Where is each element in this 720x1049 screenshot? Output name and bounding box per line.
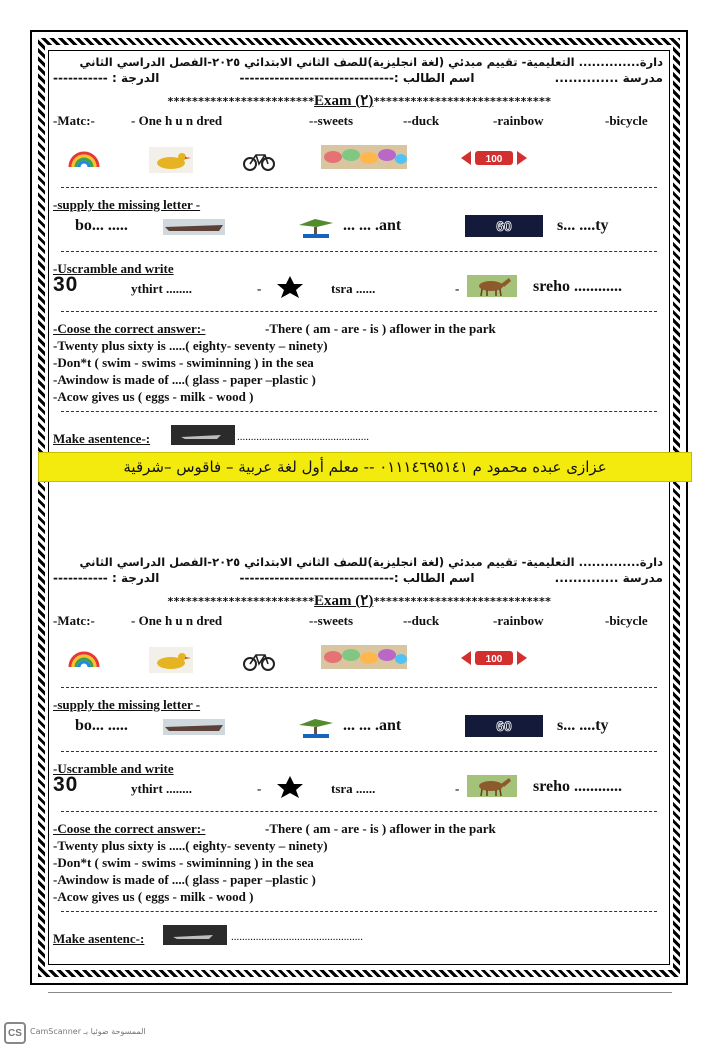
star-icon: [275, 775, 305, 799]
exam-sheet: [30, 30, 688, 985]
exam-title: Exam (٢): [314, 93, 374, 109]
hundred-icon: [461, 649, 527, 667]
student-name-field: اسم الطالب :-------------------------------: [239, 71, 475, 85]
boat-icon: [163, 719, 225, 735]
choose-question: -Don*t ( swim - swims - swiminning ) in the sea: [53, 355, 314, 370]
unscramble-row: [53, 775, 665, 803]
choose-question: -Twenty plus sixty is .....( eighty- seventy – ninety): [53, 338, 328, 353]
match-word: - One h u n dred: [131, 613, 223, 628]
header-line1: دارة.............. التعليمية- تقييم مبدئي (لغة انجليزية)للصف الثاني الابتدائي ٢٠٢٥-الفصل الدراسي الثاني: [79, 555, 663, 569]
student-name-field: اسم الطالب :-------------------------------: [239, 571, 475, 585]
choose-question: -There ( am - are - is ) aflower in the park: [265, 821, 496, 836]
exam-title-row: ************************Exam (٢)*****************************: [167, 93, 551, 109]
unscramble-label: -Uscramble and write: [53, 761, 174, 776]
exam-title: Exam (٢): [314, 593, 374, 609]
choose-question: -There ( am - are - is ) aflower in the park: [265, 321, 496, 336]
unscramble-sep: -: [257, 781, 262, 796]
choose-label: -Coose the correct answer:-: [53, 821, 206, 836]
divider: [61, 751, 657, 752]
match-word: --duck: [403, 613, 440, 628]
supply-row: [53, 215, 665, 245]
match-word: --sweets: [309, 113, 354, 128]
sentence-label: Make asentence-:: [53, 431, 151, 446]
divider: [61, 311, 657, 312]
sheet-inner: [48, 50, 670, 965]
star-icon: [275, 275, 305, 299]
header-line2: [53, 571, 663, 585]
unscramble-item: sreho ............: [533, 278, 623, 295]
camscanner-logo-icon: CS: [4, 1022, 26, 1044]
supply-item: s... ....ty: [557, 217, 609, 234]
unscramble-item: tsra ......: [331, 781, 376, 796]
grade-field: الدرجة : -----------: [53, 571, 160, 585]
boat-photo-icon: [163, 925, 227, 945]
match-word: --duck: [403, 113, 440, 128]
rainbow-icon: [67, 647, 101, 669]
choose-question: -Awindow is made of ....( glass - paper –plastic ): [53, 372, 316, 387]
sweets-icon: [321, 145, 407, 169]
supply-label: -supply the missing letter -: [53, 697, 201, 712]
divider: [61, 811, 657, 812]
unscramble-item: ythirt ........: [131, 781, 193, 796]
choose-question: -Acow gives us ( eggs - milk - wood ): [53, 889, 254, 904]
sentence-row: [53, 925, 665, 949]
supply-item: ... ... .ant: [343, 217, 402, 234]
match-word: -bicycle: [605, 113, 648, 128]
supply-item: bo... .....: [75, 717, 128, 734]
unscramble-item: tsra ......: [331, 281, 376, 296]
supply-item: s... ....ty: [557, 717, 609, 734]
unscramble-item: sreho ............: [533, 778, 623, 795]
school-field: مدرسة ..............: [554, 71, 663, 85]
sentence-dots: ................................................: [231, 931, 363, 943]
exam-copy-top: [53, 55, 665, 497]
duck-icon: [149, 147, 193, 173]
rainbow-icon: [67, 147, 101, 169]
match-word: -bicycle: [605, 613, 648, 628]
match-label: -Matc:-: [53, 113, 95, 128]
bicycle-icon: [243, 149, 275, 171]
sweets-icon: [321, 645, 407, 669]
boat-icon: [163, 219, 225, 235]
unscramble-sep: -: [455, 781, 460, 796]
exam-title-row: ************************Exam (٢)*****************************: [167, 593, 551, 609]
unscramble-label: -Uscramble and write: [53, 261, 174, 276]
divider: [61, 251, 657, 252]
divider: [61, 411, 657, 412]
school-field: مدرسة ..............: [554, 571, 663, 585]
hundred-label: 100: [485, 154, 503, 165]
bicycle-icon: [243, 649, 275, 671]
plant-icon: [293, 715, 339, 739]
header-line1: دارة.............. التعليمية- تقييم مبدئي (لغة انجليزية)للصف الثاني الابتدائي ٢٠٢٥-الفصل الدراسي الثاني: [79, 55, 663, 69]
sentence-row: [53, 425, 665, 449]
unscramble-item: ythirt ........: [131, 281, 193, 296]
horse-icon: [467, 775, 517, 797]
choose-question: -Awindow is made of ....( glass - paper –plastic ): [53, 872, 316, 887]
teacher-banner: عزازى عبده محمود م ٠١١١٤٦٩٥١٤١ -- معلم أول لغة عربية – فاقوس –شرقية: [38, 452, 692, 482]
boat-photo-icon: [171, 425, 235, 445]
sixty-icon: [465, 715, 543, 737]
choose-label: -Coose the correct answer:-: [53, 321, 206, 336]
unscramble-sep: -: [257, 281, 262, 296]
supply-row: [53, 715, 665, 745]
grade-field: الدرجة : -----------: [53, 71, 160, 85]
divider: [61, 687, 657, 688]
supply-item: ... ... .ant: [343, 717, 402, 734]
horse-icon: [467, 275, 517, 297]
header-line2: [53, 71, 663, 85]
sixty-label: 60: [496, 718, 512, 734]
supply-label: -supply the missing letter -: [53, 197, 201, 212]
unscramble-number: 30: [53, 773, 79, 796]
match-word: - One h u n dred: [131, 113, 223, 128]
match-label: -Matc:-: [53, 613, 95, 628]
choose-question: -Don*t ( swim - swims - swiminning ) in the sea: [53, 855, 314, 870]
match-word: -rainbow: [493, 113, 544, 128]
plant-icon: [293, 215, 339, 239]
match-pictures: [53, 643, 665, 679]
divider: [61, 911, 657, 912]
camscanner-watermark: الممسوحة ضوئيا بـ CamScanner: [30, 1027, 146, 1036]
sixty-icon: [465, 215, 543, 237]
unscramble-row: [53, 275, 665, 303]
hundred-icon: [461, 149, 527, 167]
match-word: --sweets: [309, 613, 354, 628]
sentence-dots: ................................................: [237, 431, 369, 443]
unscramble-sep: -: [455, 281, 460, 296]
duck-icon: [149, 647, 193, 673]
choose-question: -Acow gives us ( eggs - milk - wood ): [53, 389, 254, 404]
sentence-label: Make asentenc-:: [53, 931, 145, 946]
sixty-label: 60: [496, 218, 512, 234]
exam-copy-bottom: [53, 555, 665, 997]
divider: [61, 187, 657, 188]
hundred-label: 100: [485, 654, 503, 665]
unscramble-number: 30: [53, 273, 79, 296]
footer-divider: [48, 992, 672, 993]
choose-question: -Twenty plus sixty is .....( eighty- seventy – ninety): [53, 838, 328, 853]
match-pictures: [53, 143, 665, 179]
supply-item: bo... .....: [75, 217, 128, 234]
match-word: -rainbow: [493, 613, 544, 628]
